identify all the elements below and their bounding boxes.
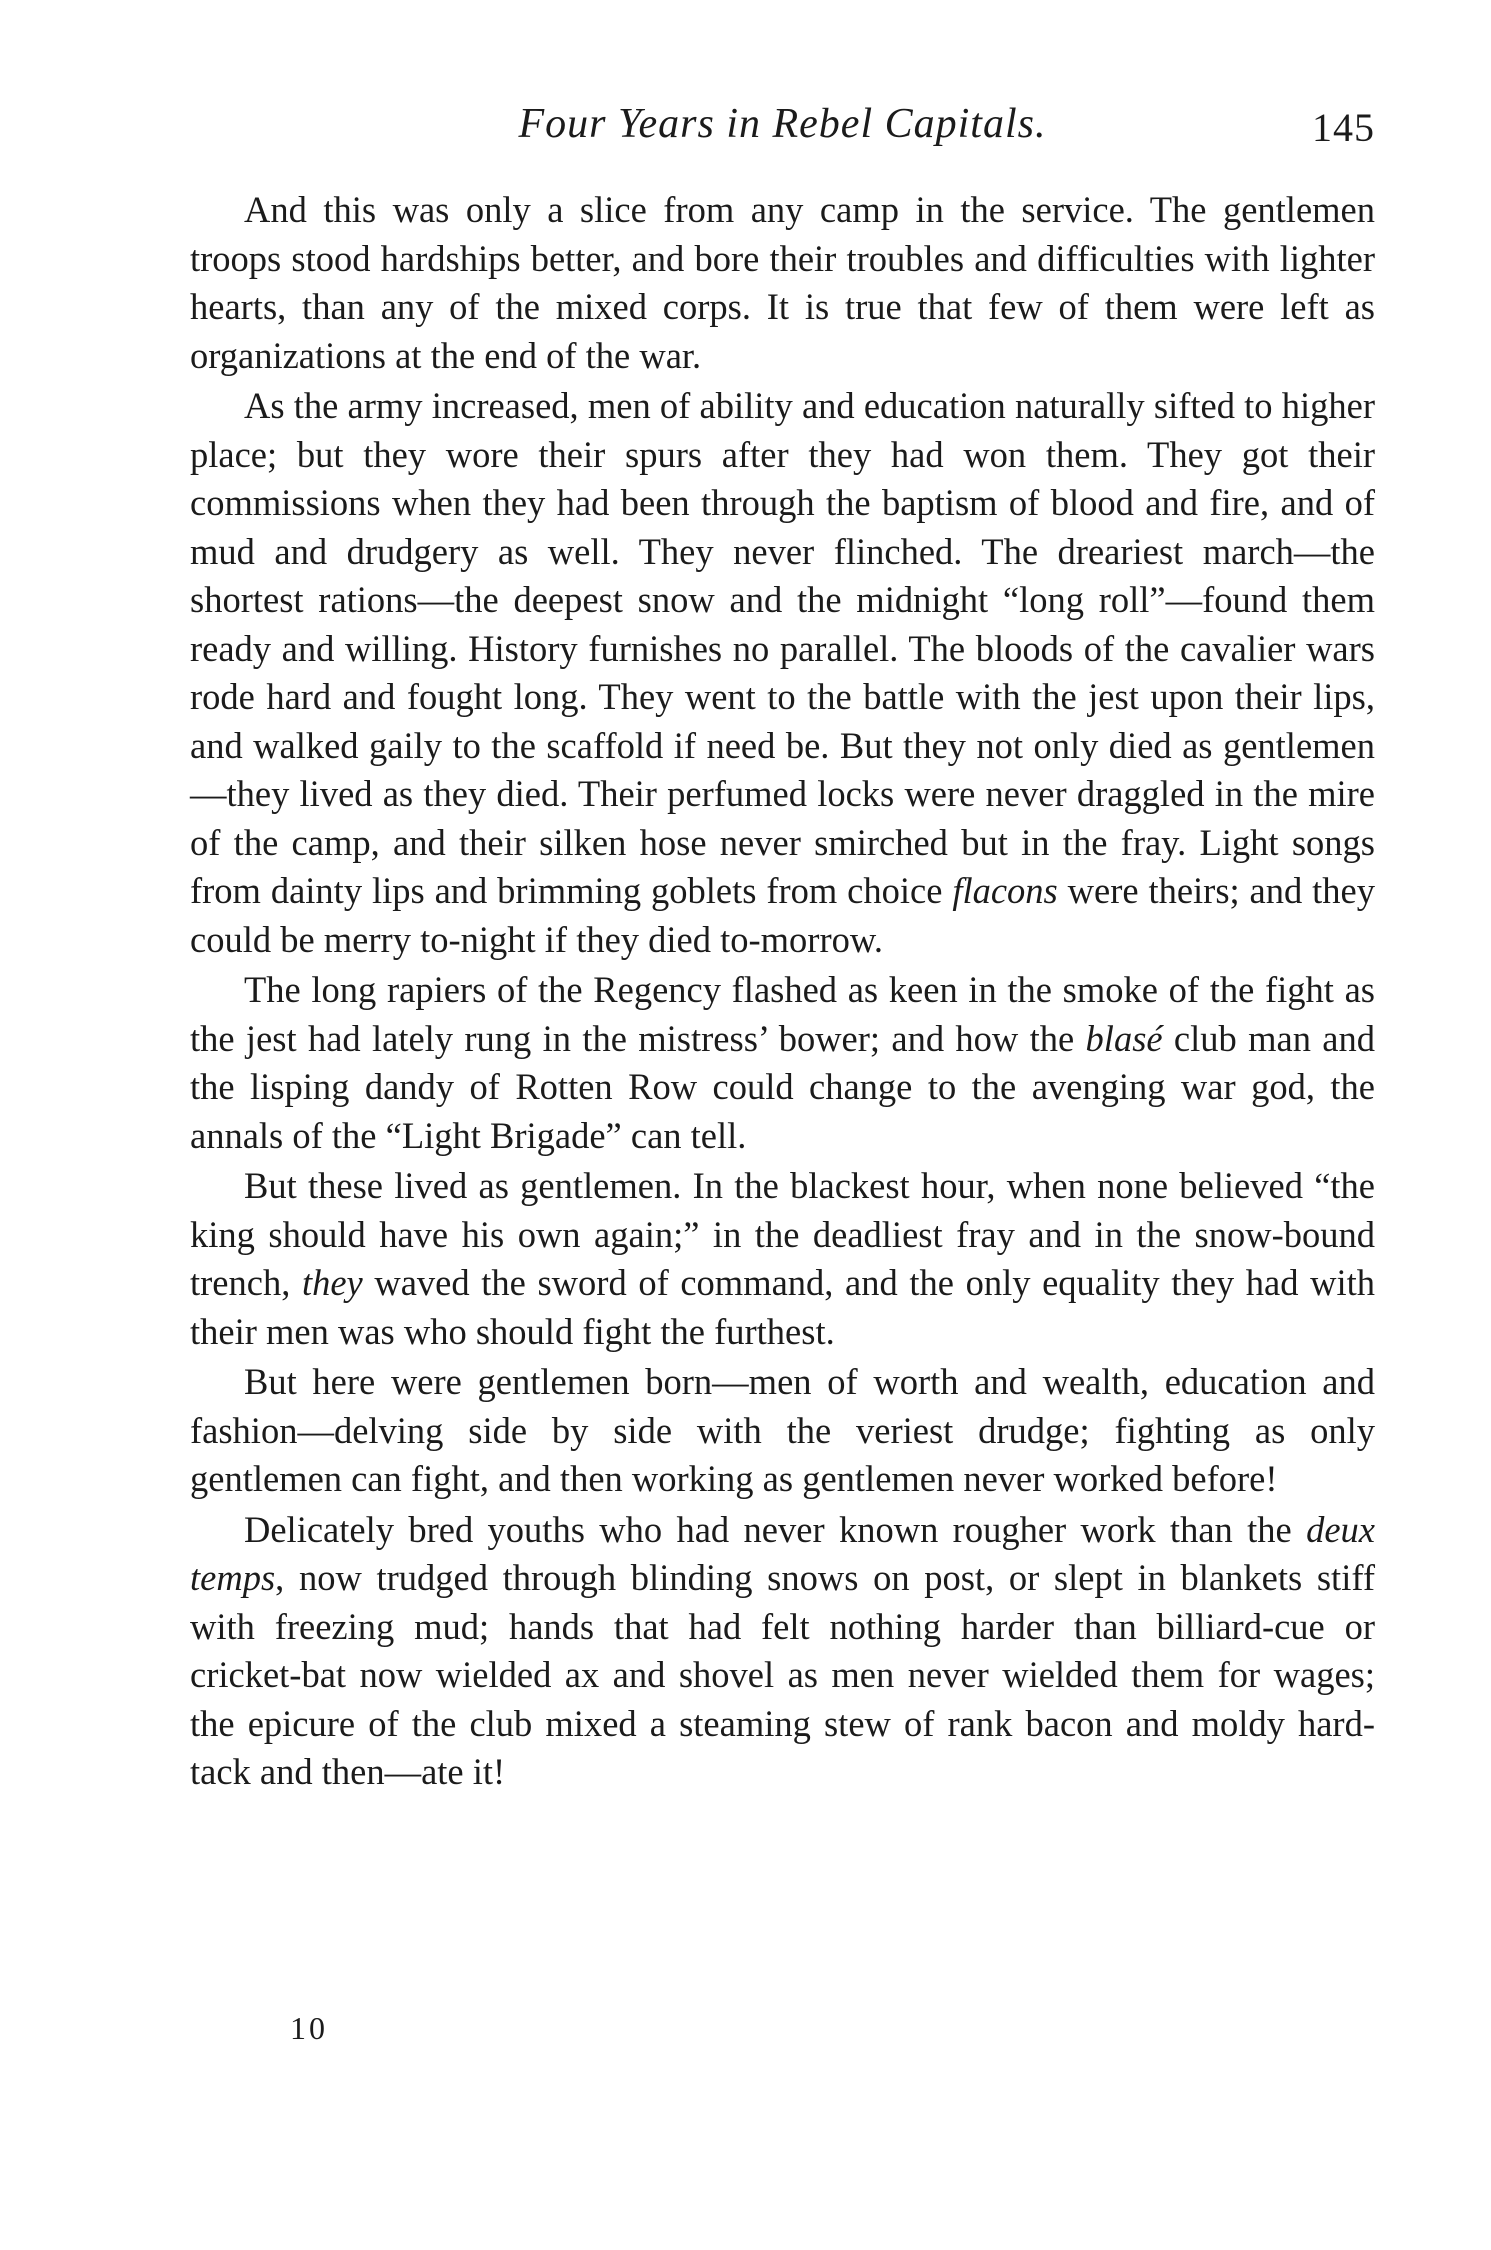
paragraph-4	[190, 1162, 1375, 1356]
paragraph-4-text: But these lived as gentlemen. In the blackest hour, when none believed “the king should have his own again;” in the deadliest fray and in the snow-bound trench,	[190, 1165, 1375, 1303]
paragraph-2-text: As the army increased, men of ability and education naturally sifted to higher place; but they wore their spurs after they had won them. They got their commissions when they had been through the baptism of blood and fire, and of mud and drudgery as well. They never flinched. The dreariest march—the shortest rations—the deepest snow and the midnight “long roll”—found them ready and willing. History furnishes no parallel. The bloods of the cavalier wars rode hard and fought long. They went to the battle with the jest upon their lips, and walked gaily to the scaffold if need be. But they not only died as gentlemen—they lived as they died. Their perfumed locks were never draggled in the mire of the camp, and their silken hose never smirched but in the fray. Light songs from dainty lips and brimming goblets from choice	[190, 385, 1375, 911]
paragraph-3	[190, 966, 1375, 1160]
paragraph-2-italic: flacons	[952, 870, 1058, 911]
page-number: 145	[1312, 105, 1375, 150]
paragraph-6	[190, 1506, 1375, 1797]
paragraph-4-end: waved the sword of command, and the only equality they had with their men was who should fight the furthest.	[190, 1262, 1375, 1352]
paragraph-1: And this was only a slice from any camp in the service. The gentlemen troops stood hardships better, and bore their troubles and difficulties with lighter hearts, than any of the mixed corps. It is true that few of them were left as organizations at the end of the war.	[190, 189, 1375, 376]
paragraph-6-end: , now trudged through blinding snows on post, or slept in blankets stiff with freezing mud; hands that had felt nothing harder than billiard-cue or cricket-bat now wielded ax and shovel as men never wielded them for wages; the epicure of the club mixed a steaming stew of rank bacon and moldy hard-tack and then—ate it!	[190, 1557, 1375, 1792]
paragraph-4-italic: they	[301, 1262, 363, 1303]
paragraph-3-italic: blasé	[1085, 1017, 1163, 1059]
running-head	[190, 100, 1375, 160]
body-text	[190, 186, 1375, 1797]
paragraph-6-text: Delicately bred youths who had never known rougher work than the	[244, 1508, 1307, 1550]
paragraph-5: But here were gentlemen born—men of worth and wealth, education and fashion—delving side by side with the veriest drudge; fighting as only gentlemen can fight, and then working as gentlemen never worked before!	[190, 1361, 1375, 1499]
paragraph-2	[190, 382, 1375, 964]
signature-mark: 10	[290, 2010, 328, 2046]
paragraph-3-text: The long rapiers of the Regency flashed as keen in the smoke of the fight as the jest had lately rung in the mistress’ bower; and how the	[190, 969, 1375, 1059]
running-title: Four Years in Rebel Capitals.	[518, 101, 1047, 147]
paragraph-6-italic: deux temps	[190, 1508, 1375, 1598]
paragraph-3-end: club man and the lisping dandy of Rotten Row could change to the avenging war god, the annals of the “Light Brigade” can tell.	[190, 1017, 1375, 1156]
paragraph-2-end: were theirs; and they could be merry to-night if they died to-morrow.	[190, 870, 1375, 960]
